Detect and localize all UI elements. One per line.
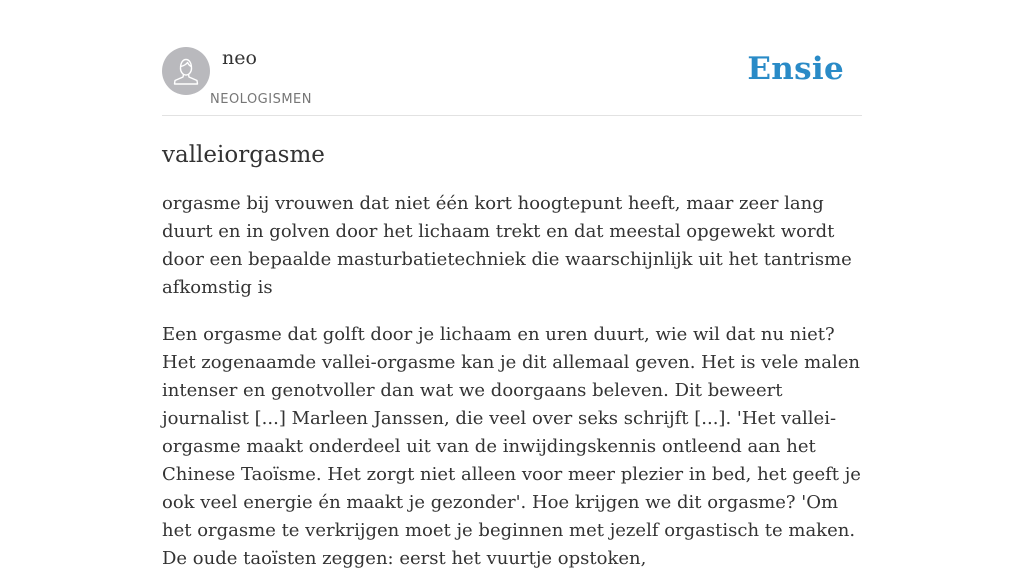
entry-example: Een orgasme dat golft door je lichaam en uren duurt, wie wil dat nu niet? Het zogenaamde vallei-orgasme kan je dit allemaal geven. Het is vele malen intenser en genotvoller dan wat we doorgaans beleven. Dit beweert journalist [...] Marleen Janssen, die veel over seks schrijft [...]. 'Het vallei-orgasme maakt onderdeel uit van de inwijdingskennis ontleend aan het Chinese Taoïsme. Het zorgt niet alleen voor meer plezier in bed, het geeft je ook veel energie én maakt je gezonder'. Hoe krijgen we dit orgasme? 'Om het orgasme te verkrijgen moet je beginnen met jezelf orgastisch te maken. De oude taoïsten zeggen: eerst het vuurtje opstoken,	[162, 324, 861, 569]
entry-card	[162, 0, 862, 573]
entry-title: valleiorgasme	[162, 142, 325, 168]
category-label[interactable]: NEOLOGISMEN	[210, 92, 312, 107]
author-name[interactable]: neo	[222, 47, 257, 69]
avatar[interactable]	[162, 47, 210, 95]
ensie-logo[interactable]: Ensie	[747, 51, 844, 87]
entry-header	[162, 0, 862, 116]
user-placeholder-icon	[162, 47, 210, 95]
entry-definition: orgasme bij vrouwen dat niet één kort hoogtepunt heeft, maar zeer lang duurt en in golven door het lichaam trekt en dat meestal opgewekt wordt door een bepaalde masturbatietechniek die waarschijnlijk uit het tantrisme afkomstig is	[162, 193, 852, 298]
